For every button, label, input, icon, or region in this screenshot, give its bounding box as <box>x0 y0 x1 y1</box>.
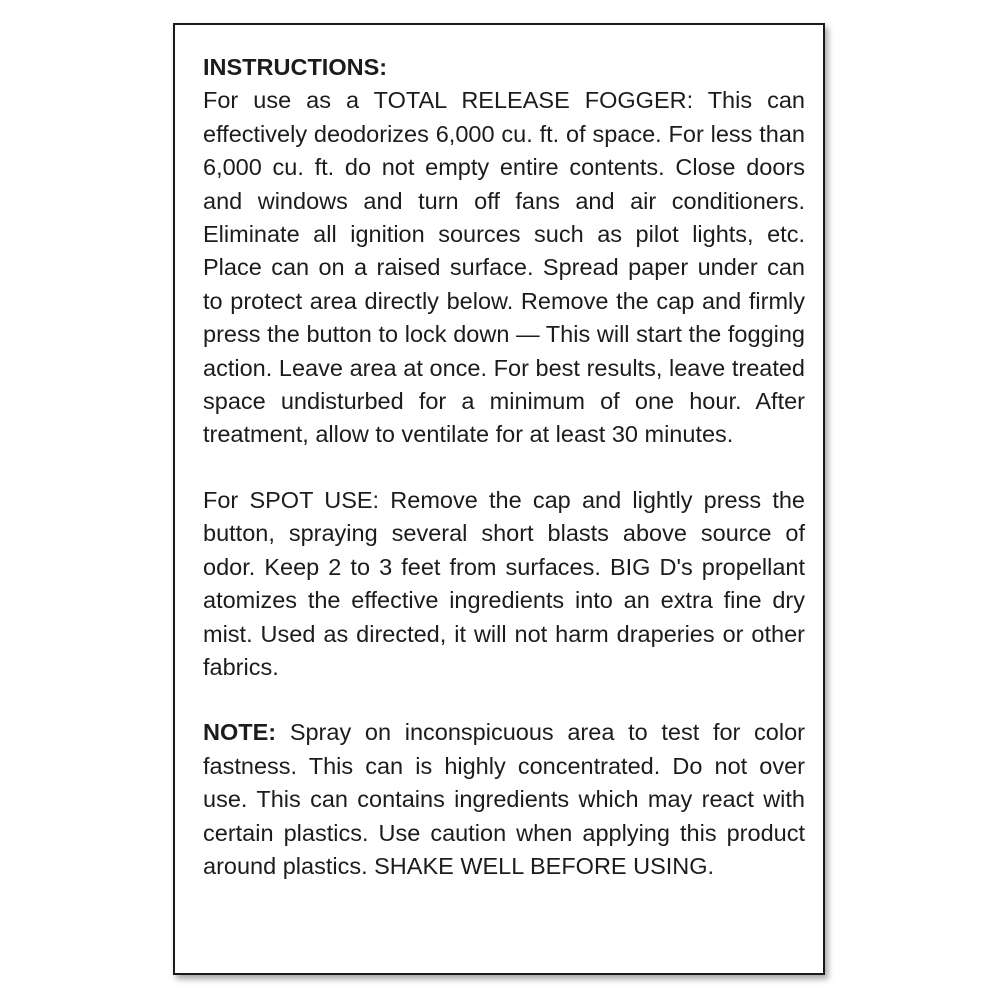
note-label: NOTE: <box>203 719 277 746</box>
paragraph-spacer <box>203 684 805 716</box>
paragraph-spacer <box>203 452 805 484</box>
label-content <box>203 51 805 883</box>
spot-use-paragraph: For SPOT USE: Remove the cap and lightly press the button, spraying several short blasts above source of odor. Keep 2 to 3 feet from surfaces. BIG D's propellant atomizes the effective ingredients into an extra fine dry mist. Used as directed, it will not harm draperies or other fabrics. <box>203 486 805 680</box>
instructions-heading: INSTRUCTIONS: <box>203 54 388 80</box>
instructions-label-card <box>173 23 825 975</box>
note-paragraph <box>203 716 805 883</box>
fogger-paragraph: For use as a TOTAL RELEASE FOGGER: This can effectively deodorizes 6,000 cu. ft. of space. For less than 6,000 cu. ft. do not empty entire contents. Close doors and windows and turn off fans and air conditioners. Eliminate all ignition sources such as pilot lights, etc. Place can on a raised surface. Spread paper under can to protect area directly below. Remove the cap and firmly press the button to lock down — This will start the fogging action. Leave area at once. For best results, leave treated space undisturbed for a minimum of one hour. After treatment, allow to ventilate for at least 30 minutes. <box>203 87 805 448</box>
note-text: Spray on inconspicuous area to test for color fastness. This can is highly concentrated. Do not over use. This can contains ingredients which may react with certain plastics. Use caution when applying this product around plastics. SHAKE WELL BEFORE USING. <box>203 719 805 879</box>
